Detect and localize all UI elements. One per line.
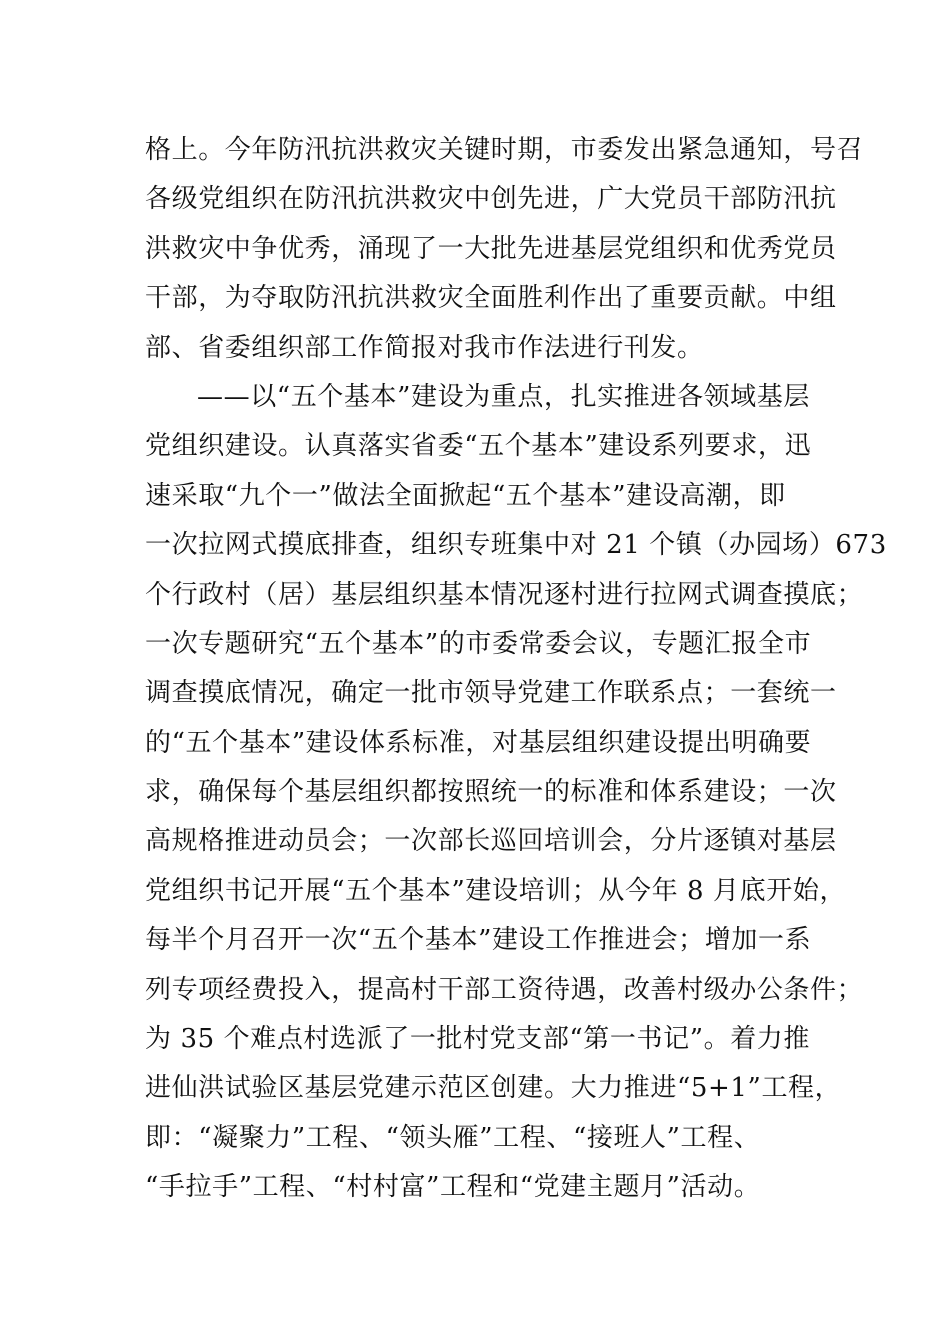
text-line: 各级党组织在防汛抗洪救灾中创先进，广大党员干部防汛抗: [145, 184, 837, 215]
text-line: 求，确保每个基层组织都按照统一的标准和体系建设；一次: [145, 777, 837, 808]
text-line: 列专项经费投入，提高村干部工资待遇，改善村级办公条件；: [145, 974, 864, 1005]
text-line: “手拉手”工程、“村村富”工程和“党建主题月”活动。: [145, 1172, 761, 1203]
text-line: 洪救灾中争优秀，涌现了一大批先进基层党组织和优秀党员: [145, 233, 837, 264]
text-line: 每半个月召开一次“五个基本”建设工作推进会；增加一系: [145, 925, 812, 956]
text-line: 调查摸底情况，确定一批市领导党建工作联系点；一套统一: [145, 678, 837, 709]
text-line: 格上。今年防汛抗洪救灾关键时期，市委发出紧急通知，号召: [145, 135, 864, 165]
text-line: 即：“凝聚力”工程、“领头雁”工程、“接班人”工程、: [145, 1122, 761, 1153]
text-line: 为 35 个难点村选派了一批村党支部“第一书记”。着力推: [145, 1024, 810, 1055]
text-line: 一次拉网式摸底排查，组织专班集中对 21 个镇（办园场）673: [145, 530, 887, 561]
text-line: 部、省委组织部工作简报对我市作法进行刊发。: [145, 332, 704, 363]
text-line: 个行政村（居）基层组织基本情况逐村进行拉网式调查摸底；: [145, 579, 864, 610]
text-line: 速采取“九个一”做法全面掀起“五个基本”建设高潮，即: [145, 480, 786, 511]
text-line: 一次专题研究“五个基本”的市委常委会议，专题汇报全市: [145, 628, 812, 659]
text-line: 干部，为夺取防汛抗洪救灾全面胜利作出了重要贡献。中组: [145, 283, 837, 314]
text-line: 的“五个基本”建设体系标准，对基层组织建设提出明确要: [145, 727, 812, 758]
body-text: [145, 126, 887, 1213]
text-line: 进仙洪试验区基层党建示范区创建。大力推进“5+1”工程，: [145, 1073, 842, 1104]
text-line: 党组织建设。认真落实省委“五个基本”建设系列要求，迅: [145, 431, 812, 462]
text-line: 高规格推进动员会；一次部长巡回培训会，分片逐镇对基层: [145, 826, 837, 857]
text-line: 党组织书记开展“五个基本”建设培训；从今年 8 月底开始，: [145, 875, 847, 906]
paragraph-start-line: ——以“五个基本”建设为重点，扎实推进各领域基层: [197, 381, 810, 412]
